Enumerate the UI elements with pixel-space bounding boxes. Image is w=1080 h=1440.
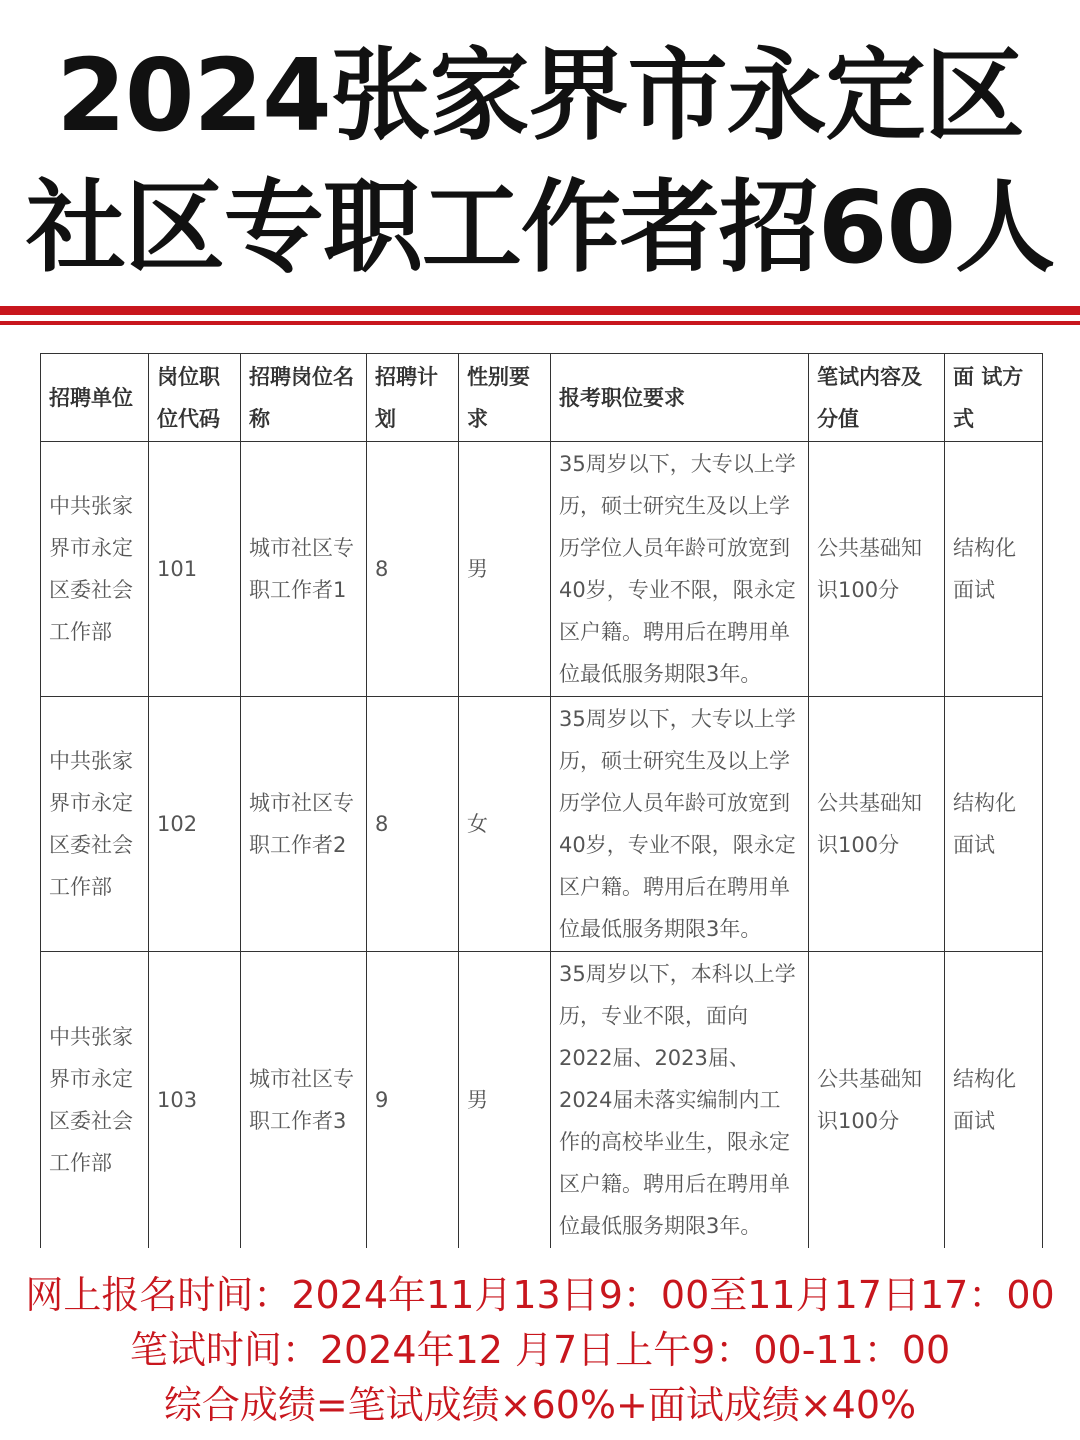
cell-interview: 结构化面试 [945,697,1043,952]
header-position: 招聘岗位名称 [241,354,367,442]
cell-requirements: 35周岁以下，本科以上学历，专业不限，面向2022届、2023届、2024届未落实编制内工作的高校毕业生，限永定区户籍。聘用后在聘用单位最低服务期限3年。 [551,952,809,1248]
cell-code: 101 [149,442,241,697]
header-requirements: 报考职位要求 [551,354,809,442]
cell-exam: 公共基础知识100分 [809,697,945,952]
cell-plan: 9 [367,952,459,1248]
table-row [41,442,1043,697]
cell-code: 103 [149,952,241,1248]
cell-requirements: 35周岁以下，大专以上学历，硕士研究生及以上学历学位人员年龄可放宽到40岁，专业不限，限永定区户籍。聘用后在聘用单位最低服务期限3年。 [551,442,809,697]
divider-thick [0,306,1080,315]
exam-time: 笔试时间：2024年12 月7日上午9：00-11：00 [129,1328,951,1372]
cell-unit: 中共张家界市永定区委社会工作部 [41,952,149,1248]
registration-time: 网上报名时间：2024年11月13日9：00至11月17日17：00 [25,1273,1055,1317]
cell-plan: 8 [367,442,459,697]
cell-code: 102 [149,697,241,952]
cell-gender: 女 [459,697,551,952]
cell-gender: 男 [459,442,551,697]
header-code: 岗位职位代码 [149,354,241,442]
cell-exam: 公共基础知识100分 [809,952,945,1248]
score-formula: 综合成绩=笔试成绩×60%+面试成绩×40% [163,1383,917,1427]
cell-plan: 8 [367,697,459,952]
cell-requirements: 35周岁以下，大专以上学历，硕士研究生及以上学历学位人员年龄可放宽到40岁，专业不限，限永定区户籍。聘用后在聘用单位最低服务期限3年。 [551,697,809,952]
page-title-line-2: 社区专职工作者招60人 [25,169,1055,286]
header-gender: 性别要求 [459,354,551,442]
table-row [41,697,1043,952]
cell-unit: 中共张家界市永定区委社会工作部 [41,442,149,697]
recruitment-table [40,353,1043,1248]
cell-interview: 结构化面试 [945,952,1043,1248]
table-header-row [41,354,1043,442]
divider-thin [0,321,1080,325]
cell-unit: 中共张家界市永定区委社会工作部 [41,697,149,952]
cell-position: 城市社区专职工作者2 [241,697,367,952]
page-title-line-1: 2024张家界市永定区 [56,37,1024,154]
table-row [41,952,1043,1248]
cell-interview: 结构化面试 [945,442,1043,697]
cell-exam: 公共基础知识100分 [809,442,945,697]
header-plan: 招聘计划 [367,354,459,442]
cell-position: 城市社区专职工作者1 [241,442,367,697]
header-interview: 面 试方 式 [945,354,1043,442]
header-unit: 招聘单位 [41,354,149,442]
header-exam: 笔试内容及分值 [809,354,945,442]
cell-position: 城市社区专职工作者3 [241,952,367,1248]
cell-gender: 男 [459,952,551,1248]
